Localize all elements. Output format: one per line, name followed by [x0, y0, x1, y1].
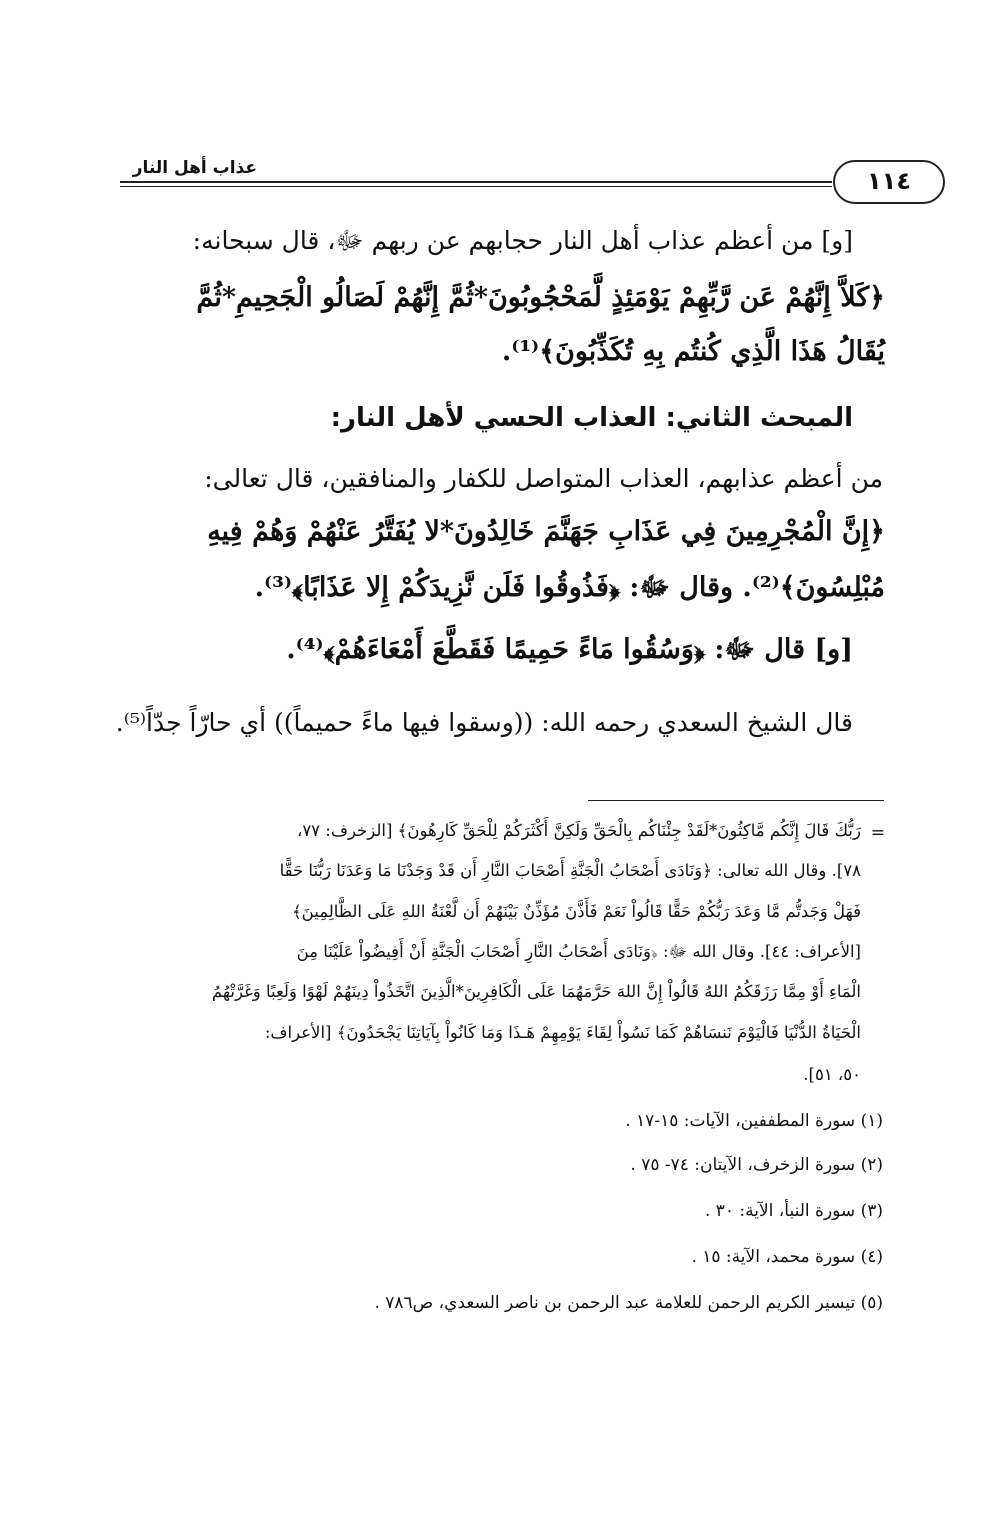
footnote-continuation-line: الْحَيَاةُ الدُّنْيَا فَالْيَوْمَ نَنسَاهُمْ كَمَا نَسُواْ لِقَاءَ يَوْمِهِمْ هَـذَا وَمَا كَانُواْ بِآيَاتِنَا يَجْحَدُونَ﴾ [الأعراف:: [264, 1023, 861, 1042]
body-line-intro: [و] من أعظم عذاب أهل النار حجابهم عن ربهم ﷻ، قال سبحانه:: [192, 226, 853, 255]
footnote-continuation-marker: =: [870, 823, 885, 843]
footnote-ref-2: (٢) سورة الزخرف، الآيتان: ٧٤- ٧٥ .: [630, 1155, 883, 1175]
footnote-ref-4: (٤) سورة محمد، الآية: ١٥ .: [691, 1247, 883, 1267]
footnote-ref-3: (٣) سورة النبأ، الآية: ٣٠ .: [704, 1201, 883, 1221]
quran-verse-line-5: [و] قال ﷻ: ﴿وَسُقُوا مَاءً حَمِيمًا فَقَطَّعَ أَمْعَاءَهُمْ﴾⁽⁴⁾.: [286, 634, 853, 665]
header-rule-thin: [120, 186, 832, 187]
footnote-continuation-line: الْمَاءِ أَوْ مِمَّا رَزَقَكُمُ اللهُ قَالُواْ إِنَّ اللهَ حَرَّمَهُمَا عَلَى الْكَافِرِينَ*الَّذِينَ اتَّخَذُواْ دِينَهُمْ لَهْوًا وَلَعِبًا وَغَرَّتْهُمُ: [211, 982, 861, 1001]
quran-verse-line-1: ﴿كَلاَّ إِنَّهُمْ عَن رَّبِّهِمْ يَوْمَئِذٍ لَّمَحْجُوبُونَ*ثُمَّ إِنَّهُمْ لَصَالُو الْجَحِيمِ*ثُمَّ: [196, 282, 885, 313]
quran-verse-line-4: مُبْلِسُونَ﴾⁽²⁾. وقال ﷻ: ﴿فَذُوقُوا فَلَن نَّزِيدَكُمْ إِلا عَذَابًا﴾⁽³⁾.: [254, 572, 885, 603]
quran-verse-line-2: يُقَالُ هَذَا الَّذِي كُنتُم بِهِ تُكَذِّبُونَ﴾⁽¹⁾.: [501, 336, 885, 367]
footnote-continuation-line: ٥٠، ٥١].: [803, 1065, 861, 1084]
page-number: ١١٤: [833, 160, 945, 204]
section-heading: المبحث الثاني: العذاب الحسي لأهل النار:: [330, 403, 853, 433]
footnote-ref-1: (١) سورة المطففين، الآيات: ١٥-١٧ .: [625, 1111, 883, 1131]
header-rule: [120, 181, 832, 183]
footnote-continuation-line: ٧٨]. وقال الله تعالى: ﴿وَنَادَى أَصْحَابُ الْجَنَّةِ أَصْحَابَ النَّارِ أَن قَدْ وَجَدْنَا مَا وَعَدَنَا رَبُّنَا حَقًّا: [279, 861, 861, 880]
body-line-tafsir: قال الشيخ السعدي رحمه الله: ((وسقوا فيها ماءً حميماً)) أي حارّاً جدّاً⁽⁵⁾.: [115, 708, 853, 737]
body-line-section-intro: من أعظم عذابهم، العذاب المتواصل للكفار والمنافقين، قال تعالى:: [204, 464, 883, 493]
quran-verse-line-3: ﴿إِنَّ الْمُجْرِمِينَ فِي عَذَابِ جَهَنَّمَ خَالِدُونَ*لا يُفَتَّرُ عَنْهُمْ وَهُمْ فِيهِ: [207, 516, 885, 547]
footnote-continuation-line: رَبُّكَ قَالَ إِنَّكُم مَّاكِثُونَ*لَقَدْ جِئْنَاكُم بِالْحَقِّ وَلَكِنَّ أَكْثَرَكُمْ لِلْحَقِّ كَارِهُونَ﴾ [الزخرف: ٧٧،: [296, 821, 861, 840]
footnote-continuation-line: فَهَلْ وَجَدتُّم مَّا وَعَدَ رَبُّكُمْ حَقًّا قَالُواْ نَعَمْ فَأَذَّنَ مُؤَذِّنٌ بَيْنَهُمْ أَن لَّعْنَةُ اللهِ عَلَى الظَّالِمِينَ﴾: [291, 902, 861, 921]
footnote-ref-5: (٥) تيسير الكريم الرحمن للعلامة عبد الرحمن بن ناصر السعدي، ص٧٨٦ .: [374, 1293, 883, 1313]
running-title: عذاب أهل النار: [132, 158, 257, 178]
footnote-separator: [588, 800, 884, 801]
footnote-continuation-line: [الأعراف: ٤٤]. وقال الله ﷻ: ﴿وَنَادَى أَصْحَابُ النَّارِ أَصْحَابَ الْجَنَّةِ أَنْ أَفِيضُواْ عَلَيْنَا مِنَ: [296, 942, 861, 961]
